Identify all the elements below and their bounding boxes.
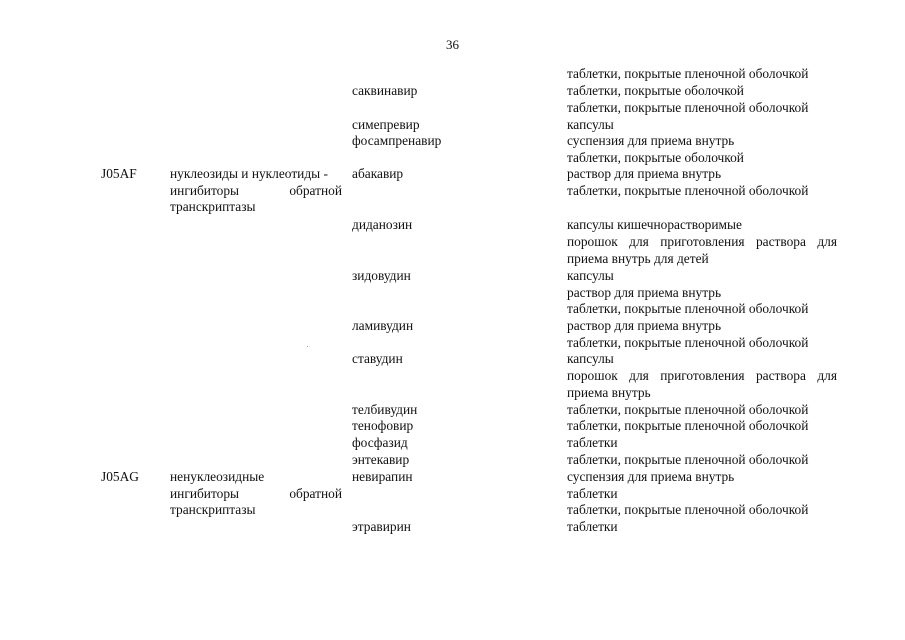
drug-name: симепревир bbox=[352, 117, 420, 132]
atc-code: J05AF bbox=[101, 166, 137, 181]
dosage-form: таблетки, покрытые пленочной оболочкой bbox=[567, 100, 809, 115]
dosage-form: таблетки bbox=[567, 519, 618, 534]
dosage-form: приема внутрь для детей bbox=[567, 251, 709, 266]
drug-name: саквинавир bbox=[352, 83, 418, 98]
drug-name: фосфазид bbox=[352, 435, 408, 450]
drug-name: энтекавир bbox=[352, 452, 410, 467]
group-name-line: ингибиторы обратной bbox=[170, 486, 342, 501]
dosage-form: порошок для приготовления раствора для bbox=[567, 368, 837, 383]
drug-name: фосампренавир bbox=[352, 133, 442, 148]
dosage-form: приема внутрь bbox=[567, 385, 651, 400]
drug-name: абакавир bbox=[352, 166, 404, 181]
dosage-form: капсулы кишечнорастворимые bbox=[567, 217, 742, 232]
drug-name: диданозин bbox=[352, 217, 413, 232]
dosage-form: таблетки, покрытые пленочной оболочкой bbox=[567, 335, 809, 350]
drug-name: этравирин bbox=[352, 519, 411, 534]
dosage-form: капсулы bbox=[567, 351, 614, 366]
dosage-form: таблетки, покрытые пленочной оболочкой bbox=[567, 418, 809, 433]
scan-speck bbox=[307, 346, 308, 347]
dosage-form: таблетки, покрытые пленочной оболочкой bbox=[567, 452, 809, 467]
group-name-line: ингибиторы обратной bbox=[170, 183, 342, 198]
page-number: 36 bbox=[446, 37, 459, 52]
dosage-form: таблетки, покрытые оболочкой bbox=[567, 150, 744, 165]
drug-name: телбивудин bbox=[352, 402, 418, 417]
atc-code: J05AG bbox=[101, 469, 139, 484]
dosage-form: суспензия для приема внутрь bbox=[567, 133, 735, 148]
group-name-line: нуклеозиды и нуклеотиды - bbox=[170, 166, 328, 181]
group-name-line: транскриптазы bbox=[170, 502, 256, 517]
dosage-form: таблетки, покрытые пленочной оболочкой bbox=[567, 301, 809, 316]
dosage-form: капсулы bbox=[567, 268, 614, 283]
dosage-form: раствор для приема внутрь bbox=[567, 166, 722, 181]
dosage-form: суспензия для приема внутрь bbox=[567, 469, 735, 484]
dosage-form: таблетки, покрытые пленочной оболочкой bbox=[567, 66, 809, 81]
dosage-form: капсулы bbox=[567, 117, 614, 132]
dosage-form: раствор для приема внутрь bbox=[567, 318, 722, 333]
drug-name: ставудин bbox=[352, 351, 403, 366]
drug-name: зидовудин bbox=[352, 268, 411, 283]
drug-name: ламивудин bbox=[352, 318, 414, 333]
dosage-form: таблетки, покрытые пленочной оболочкой bbox=[567, 502, 809, 517]
group-name-line: ненуклеозидные bbox=[170, 469, 265, 484]
dosage-form: раствор для приема внутрь bbox=[567, 285, 722, 300]
dosage-form: таблетки, покрытые пленочной оболочкой bbox=[567, 402, 809, 417]
group-name-line: транскриптазы bbox=[170, 199, 256, 214]
dosage-form: таблетки, покрытые оболочкой bbox=[567, 83, 744, 98]
drug-name: невирапин bbox=[352, 469, 413, 484]
dosage-form: таблетки, покрытые пленочной оболочкой bbox=[567, 183, 809, 198]
dosage-form: таблетки bbox=[567, 435, 618, 450]
drug-name: тенофовир bbox=[352, 418, 414, 433]
dosage-form: таблетки bbox=[567, 486, 618, 501]
dosage-form: порошок для приготовления раствора для bbox=[567, 234, 837, 249]
